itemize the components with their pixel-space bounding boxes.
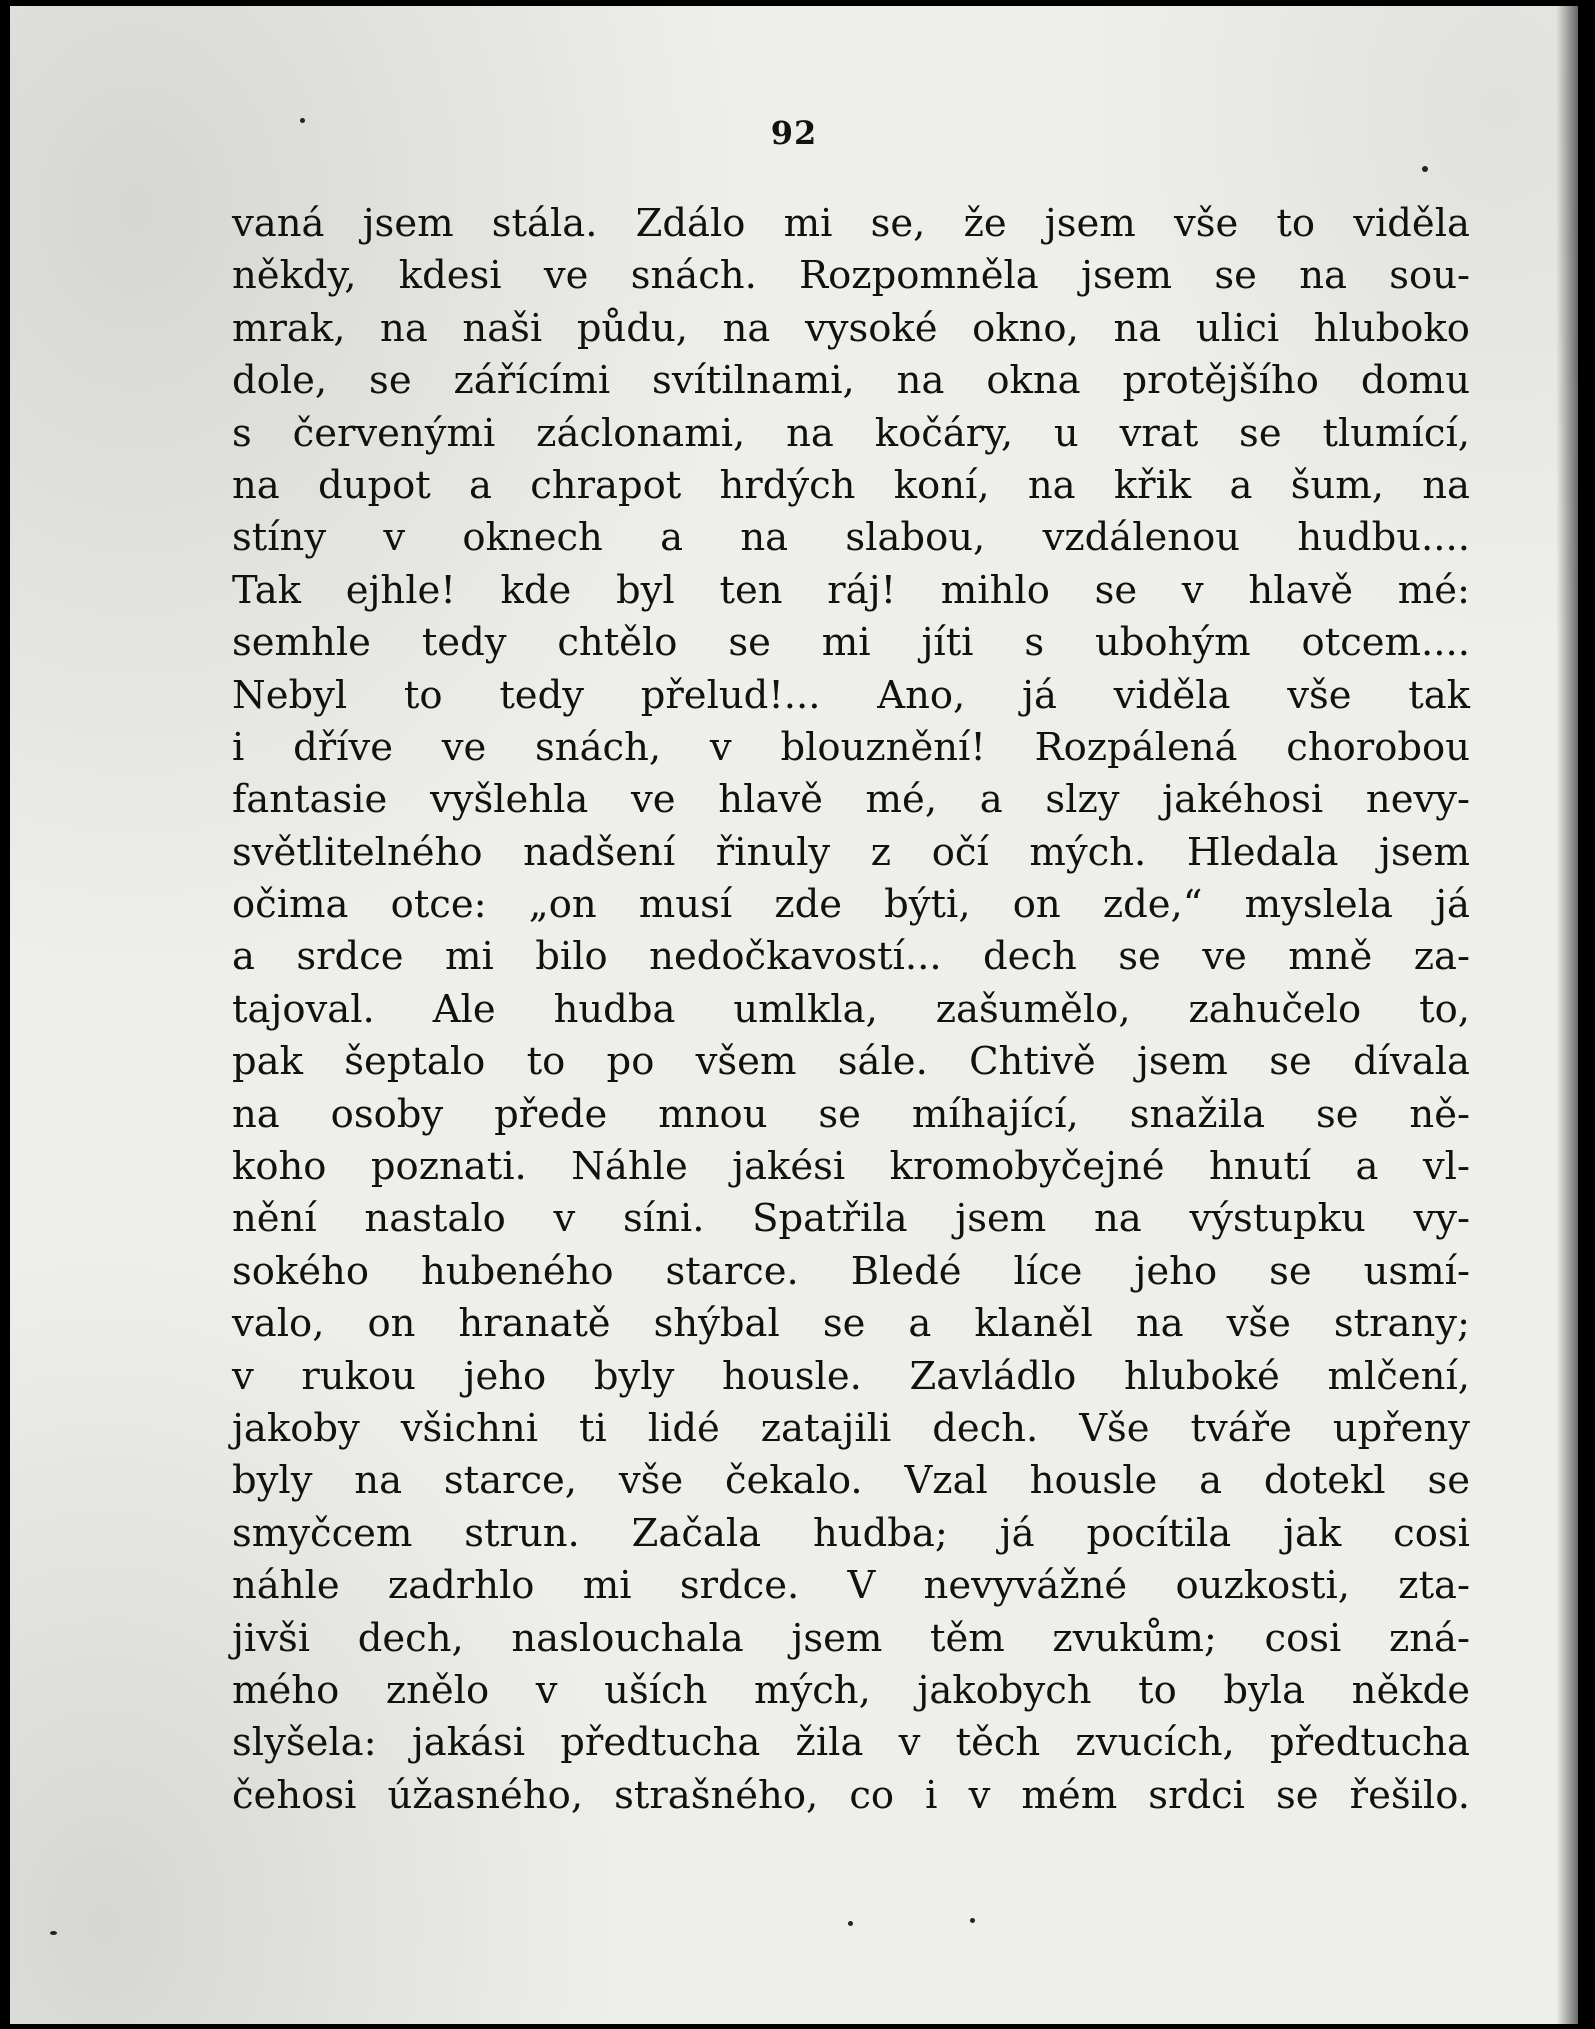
- page-edge-shadow: [1556, 6, 1578, 2024]
- scan-speck: [970, 1918, 975, 1923]
- scan-speck: [300, 118, 305, 123]
- text-line: i dříve ve snách, v blouznění! Rozpálená chorobou: [232, 724, 1470, 770]
- text-line: stíny v oknech a na slabou, vzdálenou hudbu....: [232, 515, 1470, 561]
- text-line: někdy, kdesi ve snách. Rozpomněla jsem se na sou-: [232, 253, 1470, 299]
- text-line: jakoby všichni ti lidé zatajili dech. Vše tváře upřeny: [232, 1405, 1470, 1451]
- body-text: [232, 198, 1470, 1822]
- paper-sheet: [10, 6, 1578, 2024]
- text-line: semhle tedy chtělo se mi jíti s ubohým otcem....: [232, 620, 1470, 666]
- text-line: byly na starce, vše čekalo. Vzal housle a dotekl se: [232, 1458, 1470, 1504]
- text-line: sokého hubeného starce. Bledé líce jeho se usmí-: [232, 1248, 1470, 1294]
- text-line: tajoval. Ale hudba umlkla, zašumělo, zahučelo to,: [232, 986, 1470, 1032]
- text-line: koho poznati. Náhle jakési kromobyčejné hnutí a vl-: [232, 1144, 1470, 1190]
- scan-speck: [50, 1931, 57, 1935]
- text-line: jivši dech, naslouchala jsem těm zvukům; cosi zná-: [232, 1615, 1470, 1661]
- text-line: s červenými záclonami, na kočáry, u vrat se tlumící,: [232, 410, 1470, 456]
- text-line: na dupot a chrapot hrdých koní, na křik a šum, na: [232, 462, 1470, 508]
- text-line: mrak, na naši půdu, na vysoké okno, na ulici hluboko: [232, 305, 1470, 351]
- text-line: fantasie vyšlehla ve hlavě mé, a slzy jakéhosi nevy-: [232, 777, 1470, 823]
- page-number: 92: [770, 114, 818, 152]
- text-line: v rukou jeho byly housle. Zavládlo hluboké mlčení,: [232, 1353, 1470, 1399]
- text-line: slyšela: jakási předtucha žila v těch zvucích, předtucha: [232, 1720, 1470, 1766]
- text-line: náhle zadrhlo mi srdce. V nevyvážné ouzkosti, zta-: [232, 1563, 1470, 1609]
- text-line: nění nastalo v síni. Spatřila jsem na výstupku vy-: [232, 1196, 1470, 1242]
- text-line: vaná jsem stála. Zdálo mi se, že jsem vše to viděla: [232, 201, 1470, 246]
- text-line: očima otce: „on musí zde býti, on zde,“ myslela já: [232, 882, 1470, 928]
- text-line: pak šeptalo to po všem sále. Chtivě jsem se dívala: [232, 1039, 1470, 1085]
- text-line: a srdce mi bilo nedočkavostí... dech se ve mně za-: [232, 934, 1470, 980]
- text-line: Nebyl to tedy přelud!... Ano, já viděla vše tak: [232, 672, 1470, 718]
- text-line: na osoby přede mnou se míhající, snažila se ně-: [232, 1091, 1470, 1137]
- scan-speck: [1422, 166, 1428, 172]
- text-line: dole, se zářícími svítilnami, na okna protějšího domu: [232, 358, 1470, 404]
- scan-speck: [848, 1921, 853, 1926]
- text-line: světlitelného nadšení řinuly z očí mých. Hledala jsem: [232, 829, 1470, 875]
- text-line: mého znělo v uších mých, jakobych to byla někde: [232, 1667, 1470, 1713]
- text-line: Tak ejhle! kde byl ten ráj! mihlo se v hlavě mé:: [232, 567, 1470, 613]
- text-line: čehosi úžasného, strašného, co i v mém srdci se řešilo.: [232, 1772, 1470, 1818]
- text-line: smyčcem strun. Začala hudba; já pocítila jak cosi: [232, 1510, 1470, 1556]
- text-line: valo, on hranatě shýbal se a klaněl na vše strany;: [232, 1301, 1470, 1347]
